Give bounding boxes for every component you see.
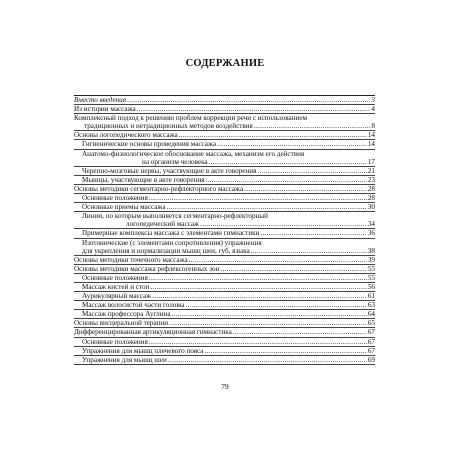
dot-leader	[172, 310, 367, 318]
toc-entry	[74, 194, 375, 203]
toc-entry-text: традиционных и нетрадиционных методов воздействия	[84, 122, 253, 131]
toc-entry-text: Основные приемы массажа	[82, 203, 166, 212]
dot-leader	[166, 203, 366, 211]
toc-entry-page: 21	[367, 166, 375, 175]
toc-entry	[74, 140, 375, 149]
dot-leader	[149, 338, 367, 346]
toc-entry-page: 55	[367, 264, 375, 273]
toc-entry-page: 3	[371, 96, 375, 104]
dot-leader	[149, 274, 367, 282]
toc-entry	[74, 185, 375, 194]
dot-leader	[137, 105, 371, 113]
dot-leader	[257, 167, 366, 175]
toc-entry-text: Линии, по которым выполняется сегментарно-рефлекторный	[82, 212, 268, 221]
toc-entry-page: 55	[367, 273, 375, 282]
toc-entry-page: 63	[367, 301, 375, 310]
toc-entry	[74, 239, 375, 256]
dot-leader	[189, 256, 367, 264]
toc-entry-text: Анатомо-физиологическое обоснование массажа, механизм его действия	[82, 149, 305, 158]
toc-entry-text: Массаж волосистой части головы	[82, 301, 185, 310]
toc-entry-text: Упражнения для мышц плечевого пояса	[82, 346, 204, 355]
toc-entry-text: Основные положения	[82, 194, 148, 203]
toc-entry-page: 65	[367, 319, 375, 328]
dot-leader	[127, 96, 370, 104]
toc-entry-text: Изотонические (с элементами сопротивления) упражнения	[82, 238, 262, 247]
toc-entry-page: 36	[367, 229, 375, 238]
dot-leader	[200, 220, 367, 228]
dot-leader	[149, 194, 367, 202]
toc-entry	[74, 229, 375, 238]
toc-entry	[74, 274, 375, 283]
toc-entry	[74, 176, 375, 185]
toc-entry-text: Основные положения	[82, 273, 148, 282]
toc-entry	[74, 203, 375, 212]
toc-entry-page: 39	[367, 255, 375, 264]
dot-leader	[254, 122, 371, 130]
toc-entry-page: 38	[367, 246, 375, 255]
toc-entry-page: 69	[367, 355, 375, 364]
dot-leader	[251, 247, 367, 255]
toc-entry	[74, 167, 375, 176]
toc-entry-text: на организм человека	[142, 157, 208, 166]
toc-entry	[74, 310, 375, 319]
dot-leader	[179, 131, 367, 139]
toc-entry-page: 14	[367, 131, 375, 140]
dot-leader	[169, 319, 367, 327]
toc-entry	[74, 256, 375, 265]
toc-entry-page: 4	[371, 105, 375, 114]
toc-entry-page: 23	[367, 175, 375, 184]
toc-entry-page: 28	[367, 184, 375, 193]
toc-entry-text: Массаж профессора Ауглина	[82, 310, 171, 319]
toc-entry	[74, 328, 375, 337]
dot-leader	[260, 229, 366, 237]
toc-entry-page: 67	[367, 328, 375, 337]
toc-entry-text: Основы методики массажа рефлексогенных зон	[74, 264, 220, 273]
toc-entry	[74, 105, 375, 114]
toc-entry-page: 30	[367, 203, 375, 212]
toc-entry-page: 67	[367, 346, 375, 355]
dot-leader	[217, 140, 367, 148]
toc-entry-page: 17	[367, 157, 375, 166]
toc-entry-text: Дифференцированная артикуляционная гимнастика	[74, 328, 232, 337]
toc-entry	[74, 319, 375, 328]
toc-entry-text: для укрепления и нормализации мышц шеи, губ, языка	[82, 246, 250, 255]
dot-leader	[168, 356, 367, 364]
dot-leader	[233, 328, 367, 336]
dot-leader	[209, 158, 367, 166]
toc-entry-text: Аурикулярный массаж	[82, 292, 152, 301]
toc-entry	[74, 212, 375, 229]
toc-entry-text: Массаж кистей и стоп	[82, 282, 150, 291]
toc-entry	[74, 356, 375, 365]
toc-entry-page: 61	[367, 292, 375, 301]
toc-entry	[74, 96, 375, 105]
dot-leader	[150, 283, 366, 291]
toc-entry	[74, 150, 375, 167]
toc-entry-text: Основы логопедического массажа	[74, 131, 178, 140]
table-of-contents	[74, 95, 375, 365]
dot-leader	[244, 185, 367, 193]
toc-entry-text: Черепно-мозговые нервы, участвующие в акте говорения	[82, 166, 257, 175]
toc-entry-page: 28	[367, 194, 375, 203]
toc-entry-page: 8	[371, 122, 375, 131]
toc-entry-page: 67	[367, 337, 375, 346]
page-title: СОДЕРЖАНИЕ	[185, 58, 265, 69]
toc-entry-page: 34	[367, 220, 375, 229]
toc-entry-text: Гигиенические основы проведения массажа	[82, 140, 217, 149]
toc-entry	[74, 292, 375, 301]
toc-entry-text: Вместо введения	[74, 96, 127, 104]
toc-entry	[74, 114, 375, 131]
dot-leader	[152, 292, 367, 300]
toc-entry	[74, 283, 375, 292]
toc-entry-text: Основы висцеральной терапии	[74, 319, 169, 328]
toc-entry	[74, 338, 375, 347]
toc-entry	[74, 347, 375, 356]
toc-entry-page: 64	[367, 310, 375, 319]
toc-entry-page: 14	[367, 140, 375, 149]
page-number: 79	[221, 382, 229, 391]
toc-entry-text: Из истории массажа	[74, 105, 136, 114]
toc-entry-text: Основы методики точечного массажа	[74, 255, 188, 264]
toc-entry-text: логопедический массаж	[126, 220, 199, 229]
toc-entry-text: Мышцы, участвующие в акте говорения	[82, 175, 205, 184]
dot-leader	[204, 347, 366, 355]
toc-entry-text: Упражнения для мышц шеи	[82, 355, 167, 364]
toc-entry-text: Примерные комплексы массажа с элементами гимнастики	[82, 229, 260, 238]
dot-leader	[186, 301, 367, 309]
toc-entry-text: Основы методики сегментарно-рефлекторного массажа	[74, 184, 244, 193]
toc-entry-page: 56	[367, 282, 375, 291]
dot-leader	[205, 176, 366, 184]
toc-entry-text: Комплексный подход к решению проблем коррекции речи с использованием	[74, 114, 308, 123]
dot-leader	[220, 265, 366, 273]
toc-entry	[74, 265, 375, 274]
toc-entry	[74, 301, 375, 310]
toc-entry	[74, 131, 375, 140]
toc-entry-text: Основные положения	[82, 337, 148, 346]
